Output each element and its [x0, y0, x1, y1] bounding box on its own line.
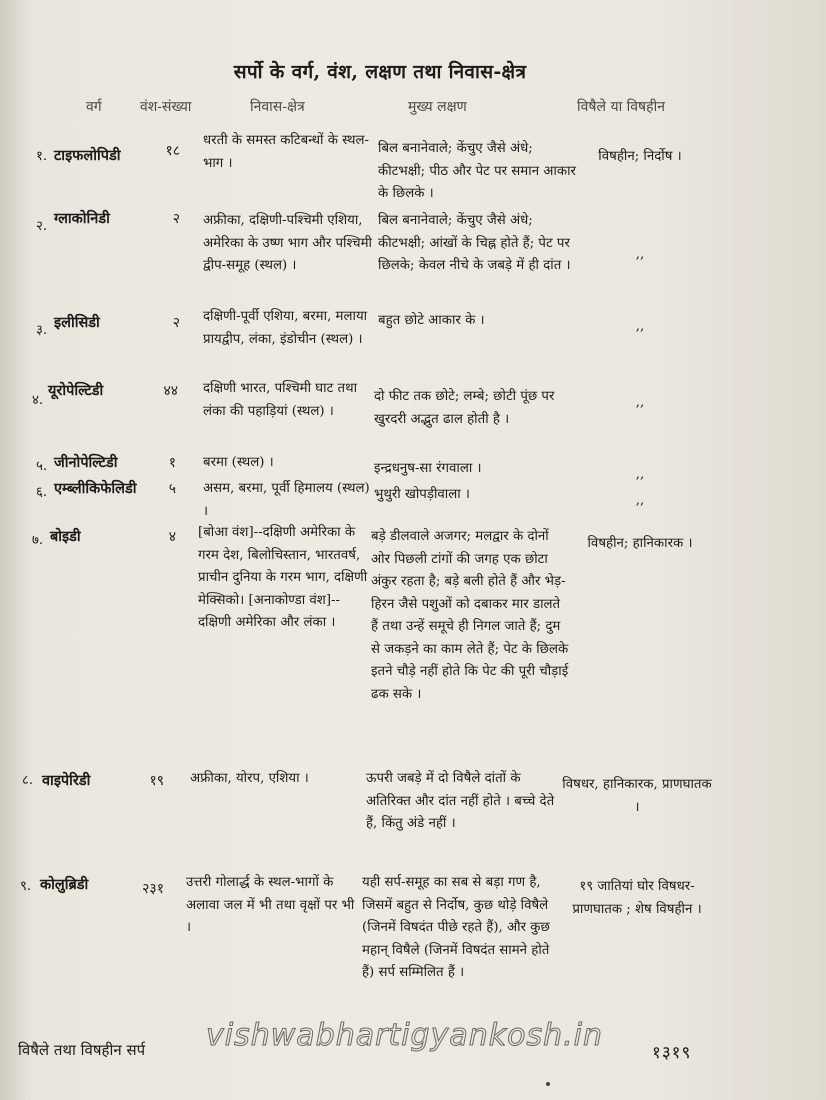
header-lakshan: मुख्य लक्षण	[408, 99, 467, 115]
features-text: भुथुरी खोपड़ीवाला ।	[374, 487, 470, 502]
row-number: ८.	[22, 773, 34, 788]
features-text: बड़े डीलवाले अजगर; मलद्वार के दोनों ओर पिछली टांगों की जगह एक छोटा अंकुर रहता है; बड़े बली होते हैं और भेड़-हिरन जैसे पशुओं को दबाकर मार डालते हैं तथा उन्हें समूचे ही निगल जाते हैं; दुम से जकड़ने का काम लेते हैं; पेट के छिलके इतने चौड़े नहीं होते कि पेट की पूरी चौड़ाई ढक सके ।	[371, 529, 569, 702]
family-count: ५	[168, 481, 176, 497]
family-name: वाइपेरिडी	[42, 772, 91, 789]
watermark: vishwabhartigyankosh.in	[206, 1018, 603, 1053]
family-count: २	[172, 315, 180, 331]
family-name: कोलुब्रिडी	[40, 876, 89, 893]
features-text: ऊपरी जबड़े में दो विषैले दांतों के अतिरिक्त और दांत नहीं होते । बच्चे देते हैं, किंतु अंडे नहीं ।	[366, 771, 555, 831]
row-number: ७.	[32, 533, 44, 548]
venom-status: विषधर, हानिकारक, प्राणघातक ।	[562, 777, 712, 815]
habitat-text: दक्षिणी भारत, पश्चिमी घाट तथा लंका की पहाड़ियां (स्थल) ।	[203, 381, 358, 419]
family-name: यूरोपेल्टिडी	[48, 382, 104, 399]
family-name: जीनोपेल्टिडी	[54, 454, 118, 471]
features-text: इन्द्रधनुष-सा रंगवाला ।	[374, 461, 482, 476]
habitat-text: उत्तरी गोलार्द्ध के स्थल-भागों के अलावा जल में भी तथा वृक्षों पर भी ।	[186, 875, 355, 935]
family-count: १	[168, 455, 176, 471]
habitat-text: असम, बरमा, पूर्वी हिमालय (स्थल) ।	[203, 481, 370, 519]
family-name: इलीसिडी	[54, 314, 100, 331]
features-text: बहुत छोटे आकार के ।	[378, 313, 485, 328]
family-name: बोइडी	[50, 528, 81, 545]
features-text: बिल बनानेवाले; केंचुए जैसे अंधे; कीटभक्षी; आंखों के चिह्न होते हैं; पेट पर छिलके; केवल नीचे के जबड़े में ही दांत ।	[378, 213, 571, 273]
page-title: सर्पो के वर्ग, वंश, लक्षण तथा निवास-क्षेत्र	[233, 61, 527, 83]
family-count: २३१	[142, 881, 164, 897]
venom-status: विषहीन; हानिकारक ।	[587, 536, 693, 551]
features-text: दो फीट तक छोटे; लम्बे; छोटी पूंछ पर खुरदरी अद्भुत ढाल होती है ।	[374, 389, 555, 427]
page-number: १३१९	[652, 1043, 692, 1063]
row-number: ३.	[36, 323, 48, 338]
habitat-text: अफ्रीका, दक्षिणी-पश्चिमी एशिया, अमेरिका के उष्ण भाग और पश्चिमी द्वीप-समूह (स्थल) ।	[203, 213, 372, 273]
row-number: ४.	[32, 393, 44, 408]
header-vish: विषैले या विषहीन	[577, 99, 665, 115]
venom-status: विषहीन; निर्दोष ।	[598, 149, 682, 164]
family-count: १९	[149, 773, 164, 789]
family-name: एम्ब्लीकिफेलिडी	[54, 480, 137, 497]
habitat-text: बरमा (स्थल) ।	[203, 455, 274, 470]
family-name: टाइफलोपिडी	[54, 147, 121, 164]
habitat-text: धरती के समस्त कटिबन्धों के स्थल-भाग ।	[203, 133, 370, 171]
row-number: ६.	[36, 485, 48, 500]
habitat-text: दक्षिणी-पूर्वी एशिया, बरमा, मलाया प्रायद्वीप, लंका, इंडोचीन (स्थल) ।	[203, 309, 368, 347]
habitat-text: [बोआ वंश]--दक्षिणी अमेरिका के गरम देश, बिलोचिस्तान, भारतवर्ष, प्राचीन दुनिया के गरम भाग, दक्षिणी मेक्सिको। [अनाकोण्डा वंश]--दक्षिणी अमेरिका और लंका ।	[198, 525, 368, 630]
row-number: १.	[36, 149, 48, 164]
venom-status: ,,	[635, 319, 645, 334]
row-number: ९.	[20, 879, 32, 894]
venom-status: ,,	[635, 247, 645, 262]
running-footer: विषैले तथा विषहीन सर्प	[18, 1041, 146, 1059]
print-speck	[546, 1082, 550, 1086]
features-text: यही सर्प-समूह का सब से बड़ा गण है, जिसमें बहुत से निर्दोष, कुछ थोड़े विषैले (जिनमें विषदंत पीछे रहते हैं), और कुछ महान् विषैले (जिनमें विषदंत सामने होते हैं) सर्प सम्मिलित हैं ।	[362, 875, 550, 980]
family-count: २	[172, 211, 180, 227]
family-count: १८	[165, 143, 180, 159]
header-vansh-sankhya: वंश-संख्या	[140, 99, 192, 115]
family-count: ४	[168, 529, 176, 545]
row-number: ५.	[36, 459, 48, 474]
row-number: २.	[36, 219, 48, 234]
header-nivas: निवास-क्षेत्र	[250, 99, 305, 115]
venom-status: १९ जातियां घोर विषधर-प्राणघातक ; शेष विषहीन ।	[572, 879, 702, 917]
venom-status: ,,	[635, 493, 645, 508]
habitat-text: अफ्रीका, योरप, एशिया ।	[190, 771, 309, 786]
family-name: ग्लाकोनिडी	[54, 210, 110, 227]
venom-status: ,,	[635, 395, 645, 410]
venom-status: ,,	[635, 467, 645, 482]
features-text: बिल बनानेवाले; केंचुए जैसे अंधे; कीटभक्षी; पीठ और पेट पर समान आकार के छिलके ।	[378, 141, 576, 201]
family-count: ४४	[163, 383, 178, 399]
header-varg: वर्ग	[86, 99, 102, 115]
